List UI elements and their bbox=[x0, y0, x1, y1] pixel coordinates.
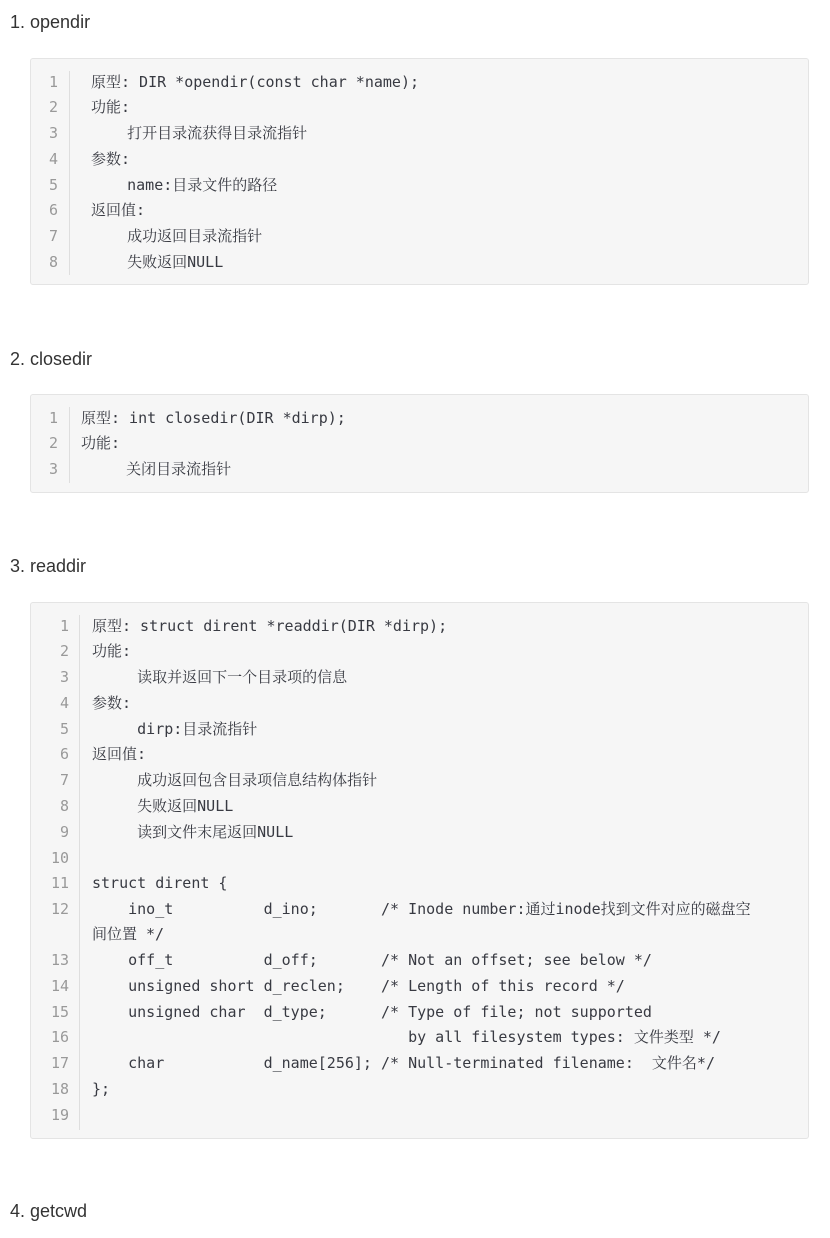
code-line: ino_t d_ino; /* Inode number:通过inode找到文件对应的磁盘空 bbox=[92, 900, 751, 918]
line-number: 2 bbox=[48, 434, 58, 452]
code-line: 功能: bbox=[81, 434, 121, 452]
line-number: 8 bbox=[59, 797, 69, 815]
line-number: 3 bbox=[48, 124, 58, 142]
code-line: }; bbox=[92, 1080, 111, 1098]
code-line: 读到文件末尾返回NULL bbox=[92, 823, 294, 841]
section-heading-closedir: 2. closedir bbox=[10, 349, 93, 369]
code-line: off_t d_off; /* Not an offset; see below */ bbox=[92, 951, 652, 969]
code-line: 间位置 */ bbox=[92, 925, 165, 943]
code-line: struct dirent { bbox=[92, 874, 228, 892]
line-number: 9 bbox=[59, 823, 69, 841]
section-heading-getcwd: 4. getcwd bbox=[10, 1201, 88, 1221]
code-line: 功能: bbox=[91, 98, 131, 116]
line-number: 10 bbox=[50, 849, 69, 867]
line-number: 1 bbox=[59, 617, 69, 635]
code-line: by all filesystem types: 文件类型 */ bbox=[92, 1028, 721, 1046]
code-line: 原型: struct dirent *readdir(DIR *dirp); bbox=[92, 617, 448, 635]
line-number-gutter bbox=[31, 615, 80, 1130]
code-line: 返回值: bbox=[91, 201, 146, 219]
line-number: 6 bbox=[48, 201, 58, 219]
code-line: 打开目录流获得目录流指针 bbox=[91, 124, 308, 142]
code-line: char d_name[256]; /* Null-terminated filename: 文件名*/ bbox=[92, 1054, 715, 1072]
code-line: unsigned char d_type; /* Type of file; not supported bbox=[92, 1003, 652, 1021]
line-number: 7 bbox=[48, 227, 58, 245]
line-number: 19 bbox=[50, 1106, 69, 1124]
code-line: 失败返回NULL bbox=[92, 797, 234, 815]
code-line: 关闭目录流指针 bbox=[81, 460, 232, 478]
code-line: 读取并返回下一个目录项的信息 bbox=[92, 668, 348, 686]
line-number: 14 bbox=[50, 977, 69, 995]
code-line: 参数: bbox=[92, 694, 132, 712]
line-number: 12 bbox=[50, 900, 69, 918]
code-line: 功能: bbox=[92, 642, 132, 660]
code-line: 原型: DIR *opendir(const char *name); bbox=[91, 73, 420, 91]
line-number: 3 bbox=[48, 460, 58, 478]
line-number: 1 bbox=[48, 73, 58, 91]
line-number: 11 bbox=[50, 874, 69, 892]
code-line: 原型: int closedir(DIR *dirp); bbox=[81, 409, 346, 427]
line-number: 16 bbox=[50, 1028, 69, 1046]
line-number: 5 bbox=[48, 176, 58, 194]
code-line: name:目录文件的路径 bbox=[91, 176, 278, 194]
code-block-readdir bbox=[30, 602, 809, 1139]
line-number: 8 bbox=[48, 253, 58, 271]
line-number: 4 bbox=[48, 150, 58, 168]
section-heading-readdir: 3. readdir bbox=[10, 556, 87, 576]
code-line: 成功返回目录流指针 bbox=[91, 227, 263, 245]
code-line: 成功返回包含目录项信息结构体指针 bbox=[92, 771, 378, 789]
line-number: 2 bbox=[48, 98, 58, 116]
line-number: 7 bbox=[59, 771, 69, 789]
line-number: 17 bbox=[50, 1054, 69, 1072]
line-number: 15 bbox=[50, 1003, 69, 1021]
line-number: 2 bbox=[59, 642, 69, 660]
code-line: 返回值: bbox=[92, 745, 147, 763]
code-block-closedir bbox=[30, 394, 809, 493]
code-line: 失败返回NULL bbox=[91, 253, 224, 271]
code-line: dirp:目录流指针 bbox=[92, 720, 258, 738]
line-number: 1 bbox=[48, 409, 58, 427]
section-heading-opendir: 1. opendir bbox=[10, 12, 91, 32]
code-line: 参数: bbox=[91, 150, 131, 168]
code-line: unsigned short d_reclen; /* Length of this record */ bbox=[92, 977, 625, 995]
line-number: 3 bbox=[59, 668, 69, 686]
line-number: 6 bbox=[59, 745, 69, 763]
line-number: 5 bbox=[59, 720, 69, 738]
line-number: 13 bbox=[50, 951, 69, 969]
code-block-opendir bbox=[30, 58, 809, 285]
line-number: 18 bbox=[50, 1080, 69, 1098]
line-number: 4 bbox=[59, 694, 69, 712]
